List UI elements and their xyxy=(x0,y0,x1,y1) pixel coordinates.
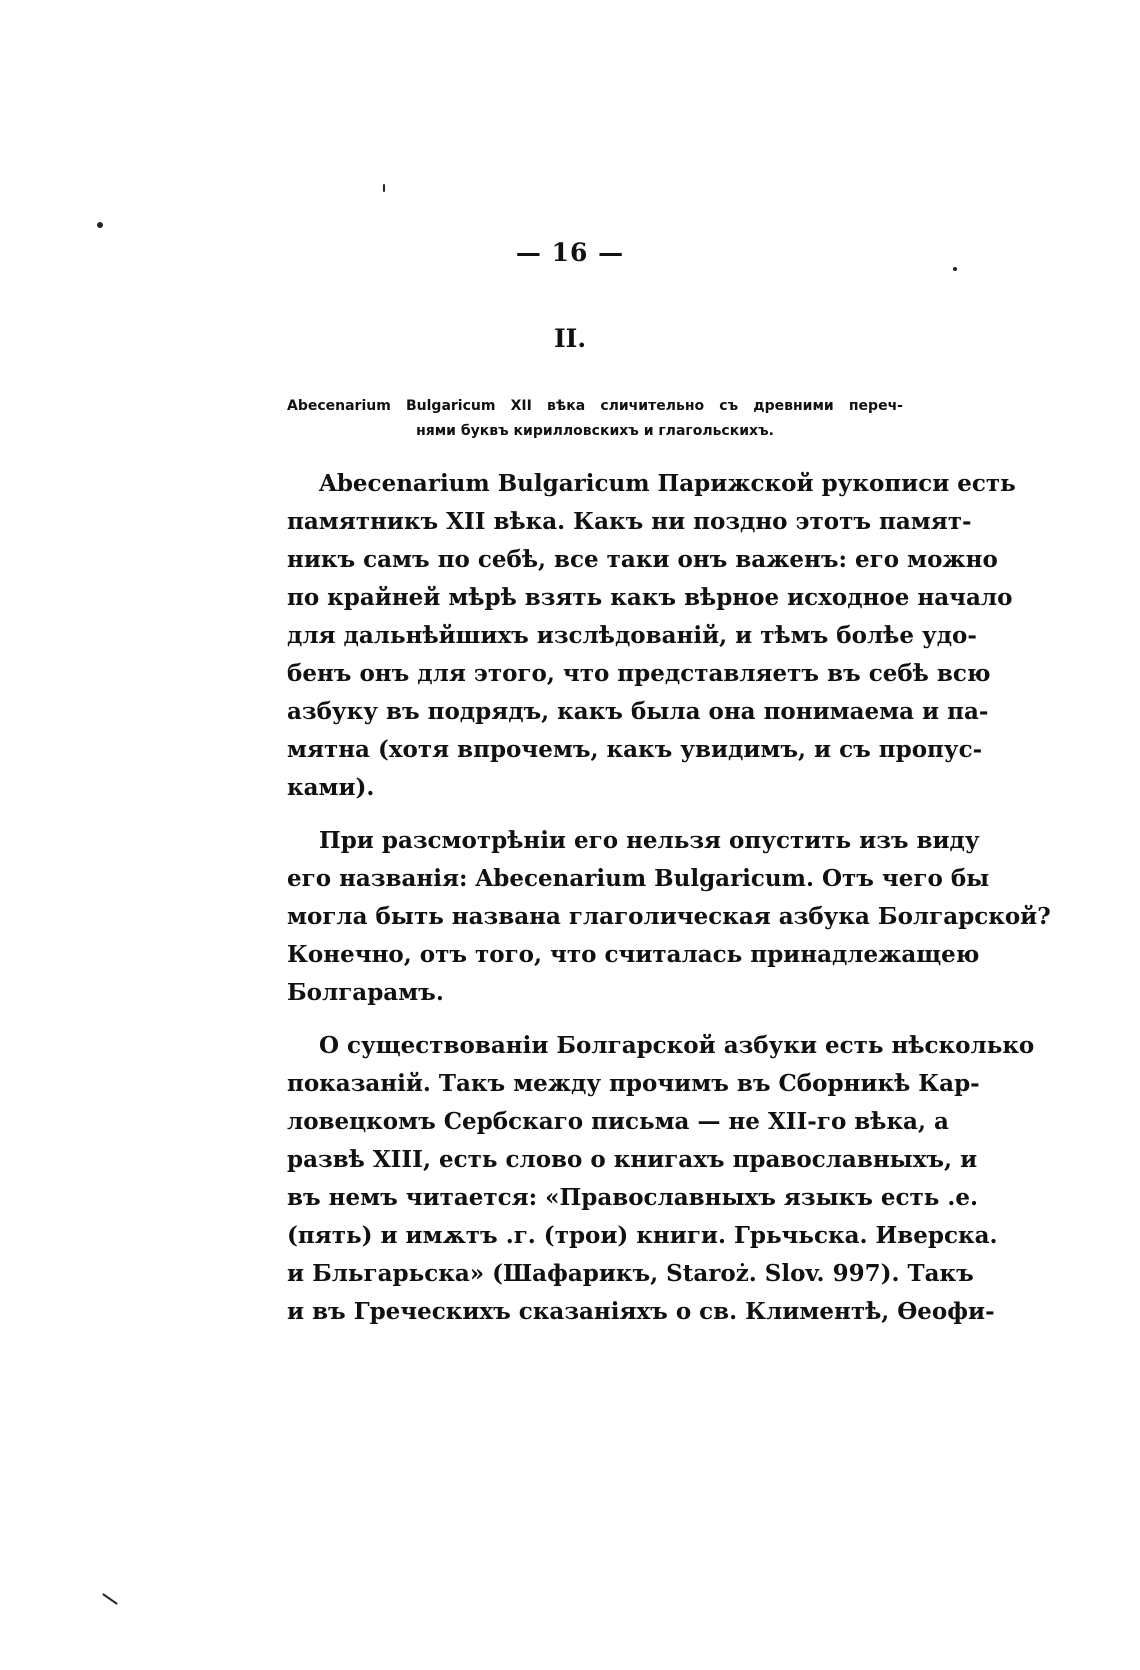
text-line: О существованіи Болгарской азбуки есть нѣсколько xyxy=(319,1032,1035,1059)
subtitle-line: нями буквъ кирилловскихъ и глагольскихъ. xyxy=(416,423,774,439)
scan-speck xyxy=(953,267,957,271)
text-line: для дальнѣйшихъ изслѣдованій, и тѣмъ болѣе удо- xyxy=(287,622,977,649)
text-line: показаній. Такъ между прочимъ въ Сборникѣ Кар- xyxy=(287,1070,980,1097)
text-line: ками). xyxy=(287,774,375,801)
text-line: азбуку въ подрядъ, какъ была она понимаема и па- xyxy=(287,698,989,725)
scan-speck xyxy=(383,184,385,192)
paragraph xyxy=(287,1027,1035,1331)
text-line: памятникъ XII вѣка. Какъ ни поздно этотъ памят- xyxy=(287,508,972,535)
paragraph xyxy=(287,465,1016,807)
text-line: При разсмотрѣніи его нельзя опустить изъ виду xyxy=(319,827,980,854)
scan-speck xyxy=(102,1593,118,1605)
text-line: Конечно, отъ того, что считалась принадлежащею xyxy=(287,941,980,968)
text-line: мятна (хотя впрочемъ, какъ увидимъ, и съ пропус- xyxy=(287,736,983,763)
subtitle-line: Abecenarium Bulgaricum XII вѣка сличительно съ древними переч- xyxy=(287,398,903,414)
text-line: бенъ онъ для этого, что представляетъ въ себѣ всю xyxy=(287,660,991,687)
text-line: ловецкомъ Сербскаго письма — не XII-го вѣка, а xyxy=(287,1108,949,1135)
text-line: могла быть названа глаголическая азбука Болгарской? xyxy=(287,903,1051,930)
text-line: его названія: Abecenarium Bulgaricum. Отъ чего бы xyxy=(287,865,990,892)
paragraph xyxy=(287,822,1051,1012)
page-number: — 16 — xyxy=(515,238,625,267)
body-text xyxy=(287,465,1051,1346)
text-line: никъ самъ по себѣ, все таки онъ важенъ: его можно xyxy=(287,546,998,573)
text-line: по крайней мѣрѣ взять какъ вѣрное исходное начало xyxy=(287,584,1013,611)
scan-speck xyxy=(97,222,103,228)
text-line: Болгарамъ. xyxy=(287,979,444,1006)
text-line: (пять) и имѫтъ .г. (трои) книги. Грьчьска. Иверска. xyxy=(287,1222,998,1249)
text-line: и Бльгарьска» (Шафарикъ, Staroż. Slov. 997). Такъ xyxy=(287,1260,974,1287)
chapter-subtitle xyxy=(287,394,903,444)
text-line: въ немъ читается: «Православныхъ языкъ есть .е. xyxy=(287,1184,979,1211)
text-line: Abecenarium Bulgaricum Парижской рукописи есть xyxy=(319,470,1016,497)
chapter-heading: II. xyxy=(553,324,587,353)
text-line: развѣ XIII, есть слово о книгахъ православныхъ, и xyxy=(287,1146,978,1173)
text-line: и въ Греческихъ сказаніяхъ о св. Климентѣ, Ѳеофи- xyxy=(287,1298,995,1325)
